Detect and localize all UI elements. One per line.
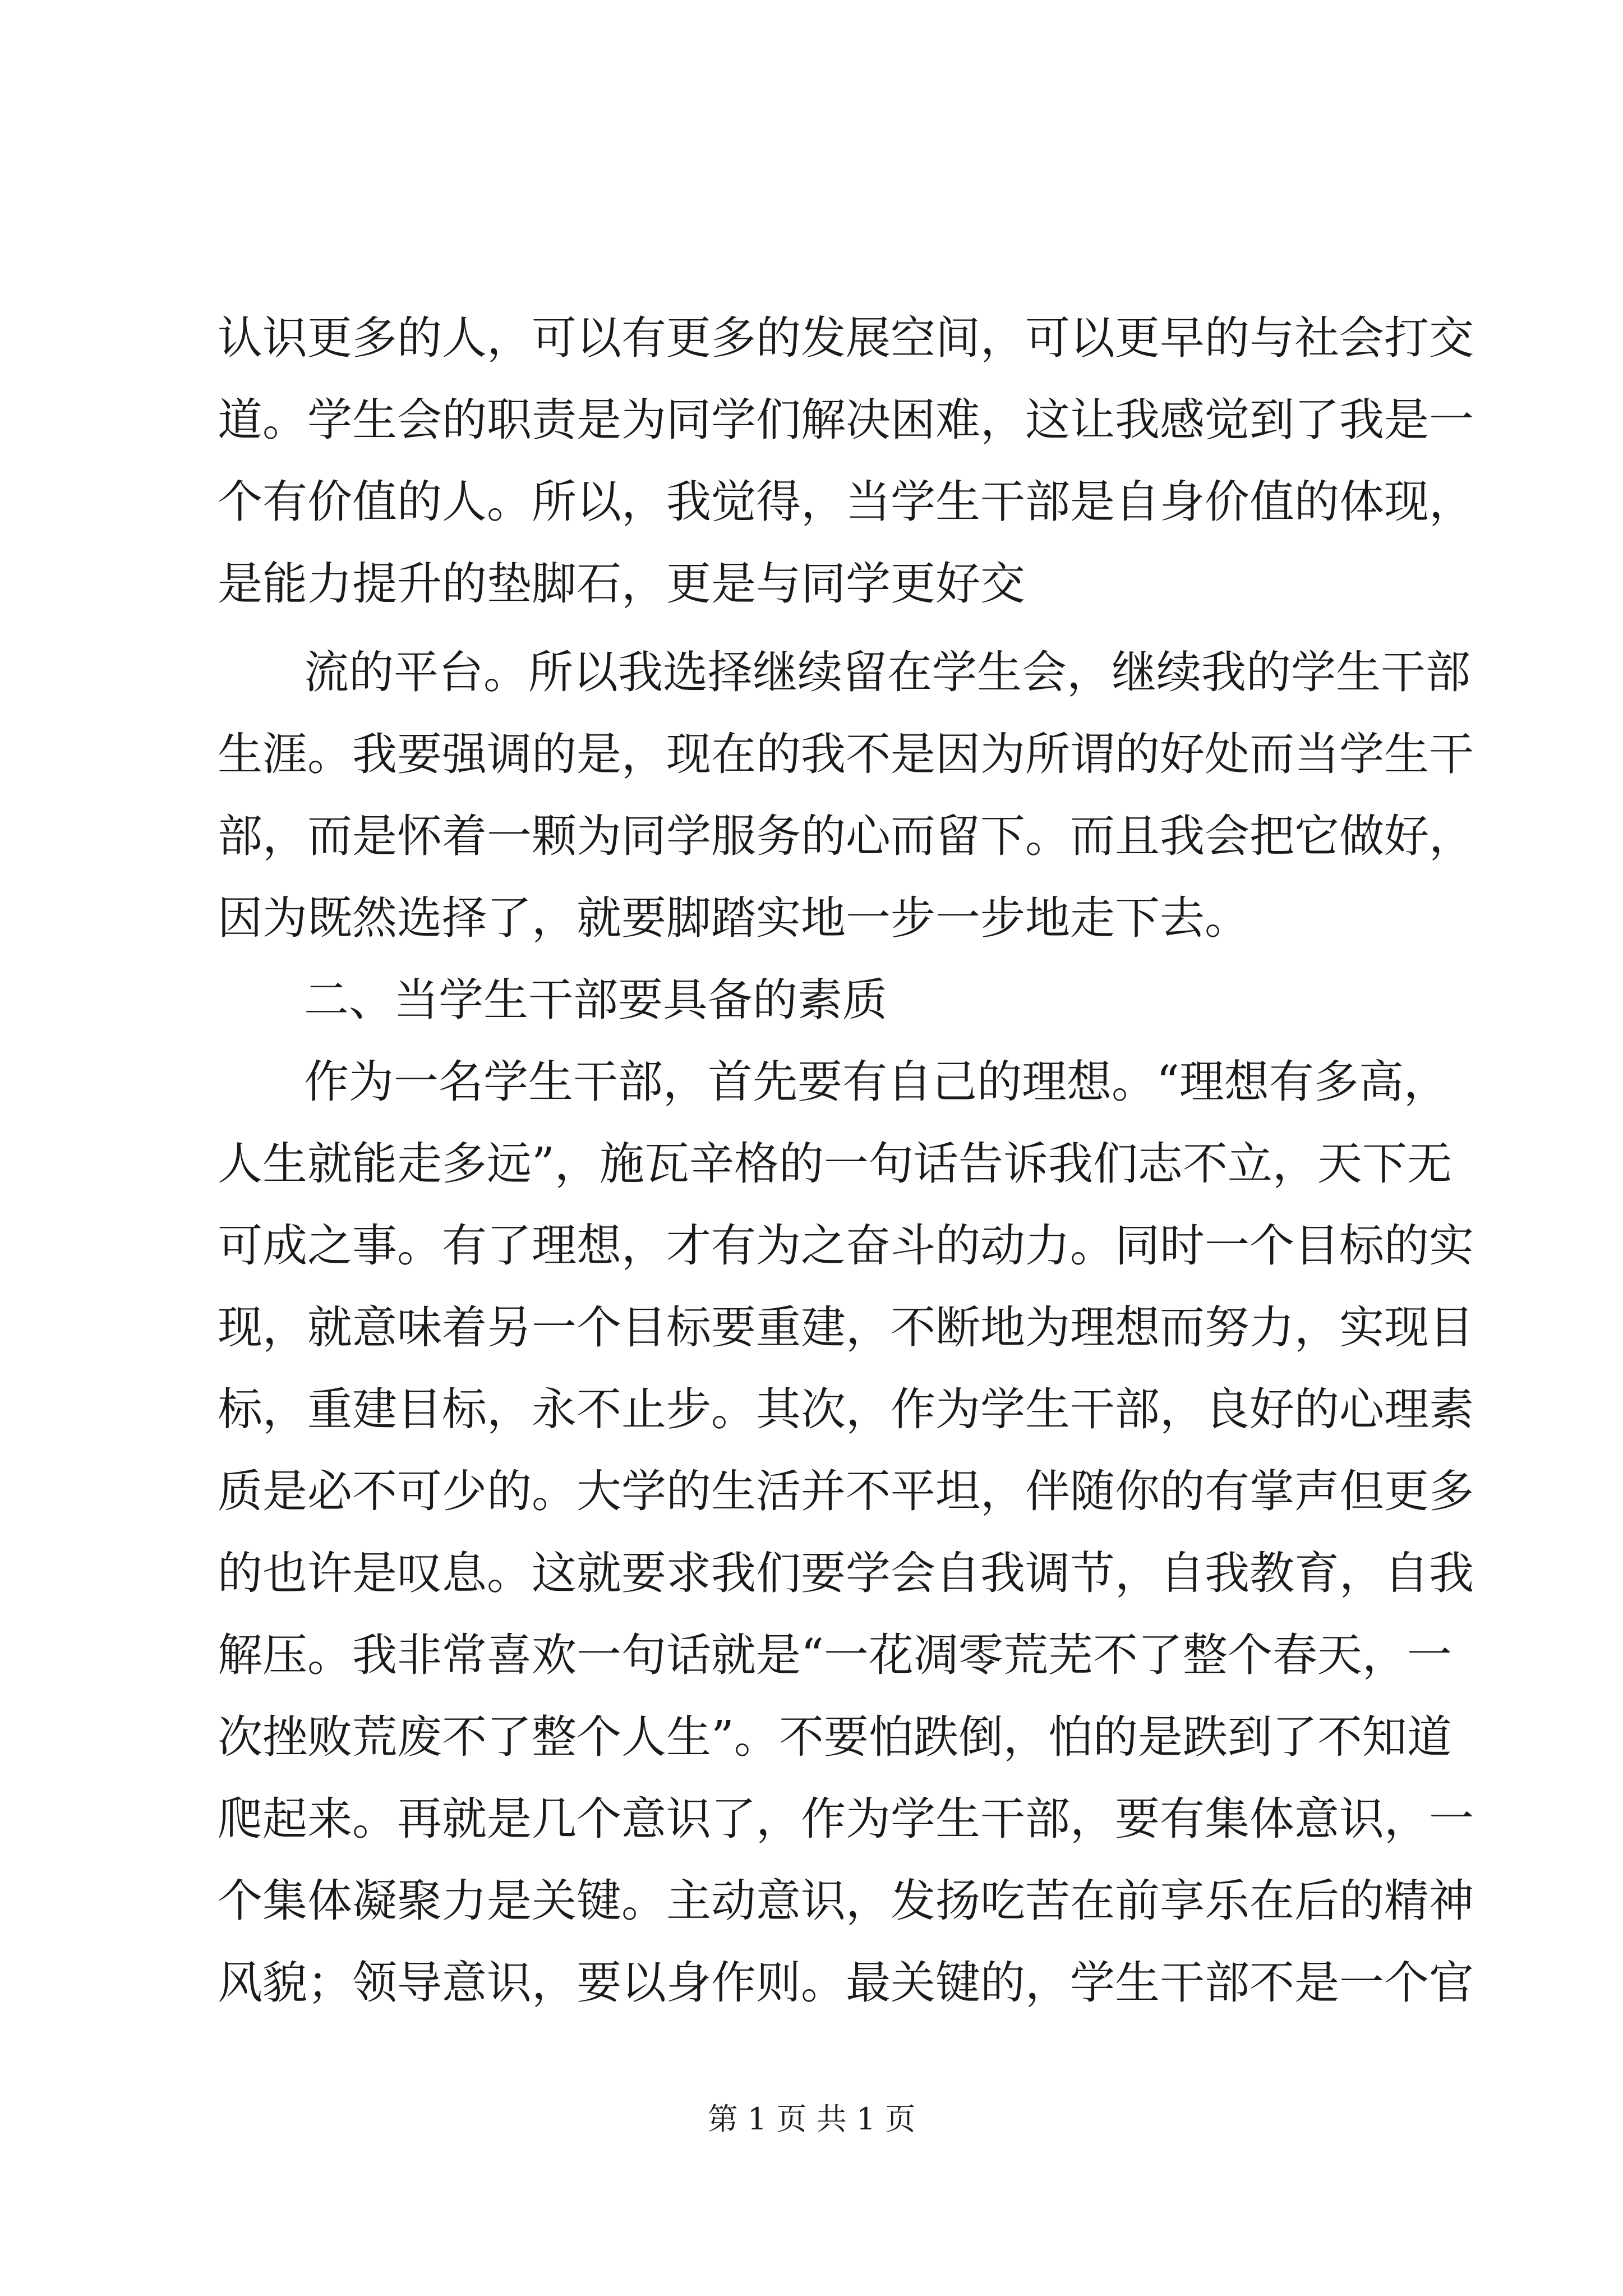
text-line: 生涯。我要强调的是，现在的我不是因为所谓的好处而当学生干: [218, 728, 1474, 780]
text-line: 认识更多的人，可以有更多的发展空间，可以更早的与社会打交: [218, 312, 1474, 364]
text-line: 风貌；领导意识，要以身作则。最关键的，学生干部不是一个官: [218, 1957, 1474, 2009]
text-line: 次挫败荒废不了整个人生”。不要怕跌倒，怕的是跌到了不知道: [218, 1711, 1452, 1763]
text-line: 现，就意味着另一个目标要重建，不断地为理想而努力，实现目: [218, 1301, 1474, 1354]
text-line: 爬起来。再就是几个意识了，作为学生干部，要有集体意识，一: [218, 1793, 1474, 1845]
section-heading: 二、当学生干部要具备的素质: [304, 974, 887, 1026]
document-body: [218, 297, 1474, 2024]
text-line: 的也许是叹息。这就要求我们要学会自我调节，自我教育，自我: [218, 1547, 1474, 1599]
text-line: 个有价值的人。所以，我觉得，当学生干部是自身价值的体现，: [218, 476, 1474, 528]
text-line: 是能力提升的垫脚石，更是与同学更好交: [218, 558, 1025, 610]
text-line: 人生就能走多远”，施瓦辛格的一句话告诉我们志不立，天下无: [218, 1138, 1452, 1190]
text-line: 部，而是怀着一颗为同学服务的心而留下。而且我会把它做好，: [218, 810, 1474, 862]
paragraph-start-line: 作为一名学生干部，首先要有自己的理想。“理想有多高，: [304, 1056, 1449, 1108]
paragraph-start-line: 流的平台。所以我选择继续留在学生会，继续我的学生干部: [304, 646, 1470, 698]
text-line: 个集体凝聚力是关键。主动意识，发扬吃苦在前享乐在后的精神: [218, 1875, 1474, 1927]
text-line: 解压。我非常喜欢一句话就是“一花凋零荒芜不了整个春天，一: [218, 1629, 1452, 1681]
text-line: 可成之事。有了理想，才有为之奋斗的动力。同时一个目标的实: [218, 1220, 1474, 1272]
page-number-footer: 第 1 页 共 1 页: [707, 2101, 916, 2137]
text-line: 道。学生会的职责是为同学们解决困难，这让我感觉到了我是一: [218, 394, 1474, 446]
text-line: 因为既然选择了，就要脚踏实地一步一步地走下去。: [218, 892, 1249, 944]
text-line: 质是必不可少的。大学的生活并不平坦，伴随你的有掌声但更多: [218, 1465, 1474, 1517]
text-line: 标，重建目标，永不止步。其次，作为学生干部，良好的心理素: [218, 1383, 1474, 1435]
